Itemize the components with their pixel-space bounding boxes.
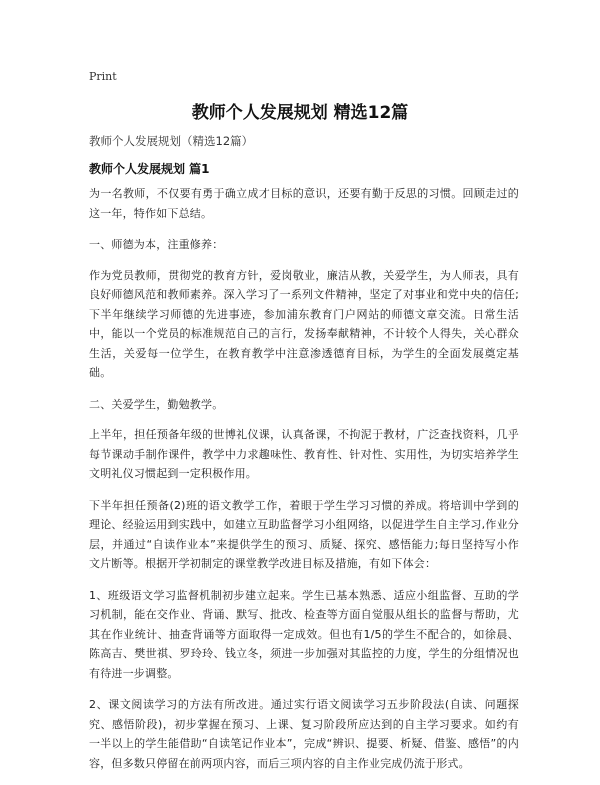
document-body [89, 184, 519, 785]
point-2-paragraph: 2、课文阅读学习的方法有所改进。通过实行语文阅读学习五步阶段法(自读、问题探究、感悟阶段)，初步掌握在预习、上课、复习阶段所应达到的自主学习要求。如约有一半以上的学生能借助“自读笔记作业本”，完成“辨识、提要、析疑、借鉴、感悟”的内容，但多数只停留在前两项内容，而后三项内容的自主作业完成仍流于形式。 [89, 698, 519, 770]
subheading-ethics: 一、师德为本，注重修养： [89, 238, 224, 251]
subheading-care: 二、关爱学生，勤勉教学。 [89, 397, 224, 411]
first-half-year-paragraph: 上半年，担任预备年级的世博礼仪课，认真备课，不拘泥于教材，广泛查找资料，几乎每节课动手制作课件，教学中力求趣味性、教育性、针对性、实用性，为切实培养学生文明礼仪习惯起到一定积极作用。 [89, 428, 519, 480]
intro-paragraph: 为一名教师，不仅要有勇于确立成才目标的意识，还要有勤于反思的习惯。回顾走过的这一年，特作如下总结。 [89, 187, 519, 220]
ethics-paragraph: 作为党员教师，贯彻党的教育方针，爱岗敬业，廉洁从教，关爱学生，为人师表，具有良好师德风范和教师素养。深入学习了一系列文件精神，坚定了对事业和党中央的信任;下半年继续学习师德的先进事迹，参加浦东教育门户网站的师德文章交流。日常生活中，能以一个党员的标准规范自己的言行，发扬奉献精神，不计较个人得失，关心群众生活，关爱每一位学生，在教育教学中注意渗透德育目标，为学生的全面发展奠定基础。 [89, 268, 519, 379]
print-label: Print [89, 70, 117, 83]
point-1-paragraph: 1、班级语文学习监督机制初步建立起来。学生已基本熟悉、适应小组监督、互助的学习机制，能在交作业、背诵、默写、批改、检查等方面自觉服从组长的监督与帮助，尤其在作业统计、抽查背诵等方面取得一定成效。但也有1/5的学生不配合的，如徐晨、陈高吉、樊世祺、罗玲玲、钱立冬，须进一步加强对其监控的力度，学生的分组情况也有待进一步调整。 [89, 588, 519, 680]
document-subtitle: 教师个人发展规划（精选12篇） [89, 134, 254, 148]
section-heading: 教师个人发展规划 篇1 [89, 162, 210, 176]
document-title: 教师个人发展规划 精选12篇 [191, 103, 409, 123]
second-half-year-paragraph: 下半年担任预备(2)班的语文教学工作，着眼于学生学习习惯的养成。将培训中学到的理论、经验运用到实践中，如建立互助监督学习小组网络，以促进学生自主学习,作业分层，并通过“自读作业本”来提供学生的预习、质疑、探究、感悟能力;每日坚持写小作文片断等。根据开学初制定的课堂教学改进目标及措施，有如下体会： [89, 498, 519, 570]
